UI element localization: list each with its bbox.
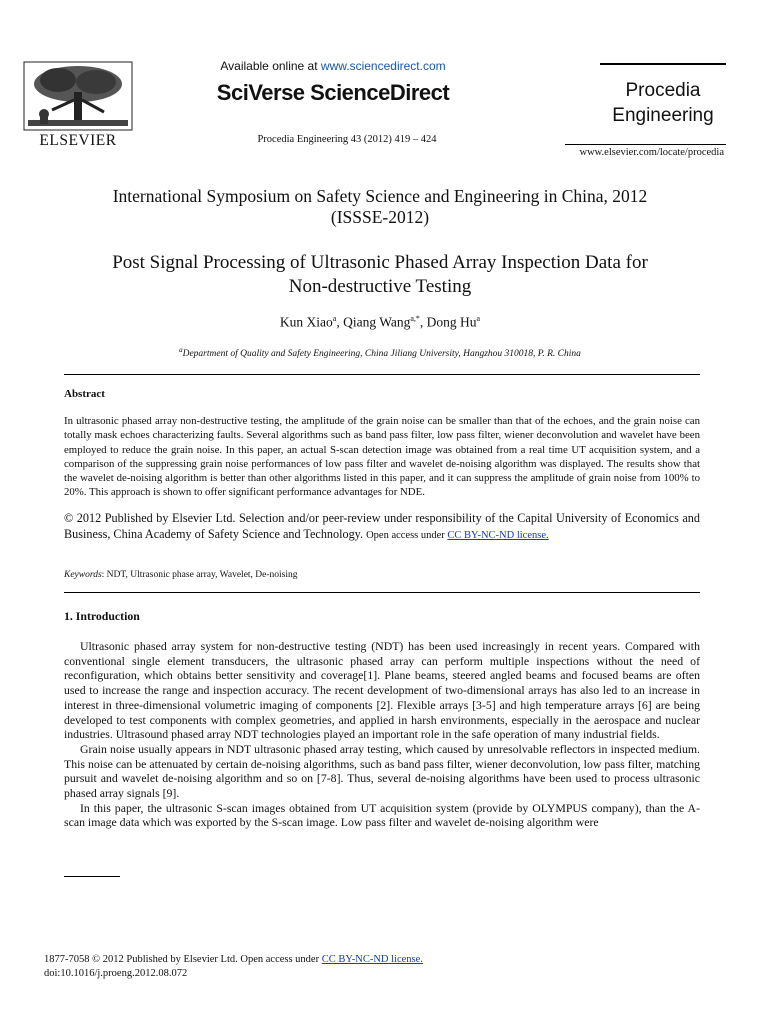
author-3: , Dong Hu	[419, 314, 477, 330]
author-list	[40, 314, 720, 331]
procedia-engineering-logo	[600, 78, 726, 128]
procedia-line2: Engineering	[612, 105, 714, 126]
abstract-top-rule	[64, 374, 700, 375]
paper-title-line1: Post Signal Processing of Ultrasonic Phased Array Inspection Data for	[112, 252, 648, 273]
symposium-line1: International Symposium on Safety Science and Engineering in China, 2012	[112, 186, 648, 206]
keywords-list: : NDT, Ultrasonic phase array, Wavelet, De-noising	[101, 570, 298, 580]
page-footer	[44, 953, 423, 981]
affiliation-text: Department of Quality and Safety Engineering, China Jiliang University, Hangzhou 310018, P. R. China	[182, 349, 581, 360]
journal-reference: Procedia Engineering 43 (2012) 419 – 424	[257, 134, 437, 145]
copyright-statement	[64, 510, 700, 544]
abstract-heading: Abstract	[64, 388, 105, 400]
author-2: , Qiang Wang	[336, 314, 411, 330]
intro-paragraph-2: Grain noise usually appears in NDT ultrasonic phased array testing, which caused by unresolvable reflectors in inspected medium. This noise can be attenuated by certain de-noising algorithms, such as band pass filter, wiener deconvolution, low pass filter, matching pursuit and wavelet de-noising algorithm and so on [7-8]. Thus, several de-noising algorithms have been used to process ultrasonic phased array signals [9].	[64, 741, 700, 801]
affiliation	[40, 346, 720, 359]
elsevier-wordmark: ELSEVIER	[39, 132, 117, 149]
author-1-affil: a	[332, 314, 337, 323]
author-1: Kun Xiao	[279, 314, 333, 330]
license-link[interactable]: CC BY-NC-ND license.	[447, 530, 549, 541]
header-rule	[565, 144, 726, 145]
author-3-affil: a	[476, 314, 481, 323]
keywords-label: Keywords	[64, 570, 102, 580]
footer-line1	[44, 953, 423, 967]
copyright-text: © 2012 Published by Elsevier Ltd. Selection and/or peer-review under responsibility of the Capital University of Economics and Business, China Academy of Safety Science and Technology.	[64, 511, 700, 541]
symposium-line2: (ISSSE-2012)	[330, 207, 430, 227]
author-2-affil-letter: a,	[410, 314, 416, 323]
sciverse-wordmark: SciVerse ScienceDirect	[216, 80, 450, 105]
procedia-url[interactable]: www.elsevier.com/locate/procedia	[579, 147, 724, 158]
footer-issn: 1877-7058 © 2012 Published by Elsevier Ltd. Open access under	[44, 954, 322, 965]
footer-doi[interactable]: doi:10.1016/j.proeng.2012.08.072	[44, 968, 188, 979]
sciencedirect-link[interactable]: www.sciencedirect.com	[320, 59, 446, 73]
procedia-line1: Procedia	[625, 80, 701, 101]
available-online	[0, 59, 666, 73]
abstract-body: In ultrasonic phased array non-destructive testing, the amplitude of the grain noise can be smaller than that of the echoes, and the grain noise can totally mask echoes characterizing faults. Several algorithms such as band pass filter, low pass filter, wiener deconvolution and wavelet have been employed to reduce the grain noise. In this paper, an actual S-scan detection image was obtained from a real time UT acquisition system, and a comparison of the suppressing grain noise performances of low pass filter and wavelet de-noising algorithm was displayed. The results show that the wavelet de-noising algorithm is better than other algorithms listed in this paper, and it can suppress the amplitude of grain noise from 100% to 20%. This approach is shown to offer significant performance advantages for NDE.	[64, 415, 700, 499]
author-2-affil	[410, 314, 420, 323]
abstract-bottom-rule	[64, 592, 700, 593]
footnote-rule	[64, 876, 120, 877]
keywords	[64, 570, 298, 580]
available-prefix: Available online at	[220, 59, 321, 73]
section-heading-introduction: 1. Introduction	[64, 609, 140, 623]
paper-title	[40, 251, 720, 299]
introduction-body	[64, 639, 700, 830]
footer-license-link[interactable]: CC BY-NC-ND license.	[321, 954, 423, 965]
affiliation-marker: a	[179, 346, 183, 354]
symposium-title	[40, 186, 720, 228]
intro-paragraph-3: In this paper, the ultrasonic S-scan images obtained from UT acquisition system (provide by OLYMPUS company), than the A-scan image data which was exported by the S-scan image. Low pass filter and wavelet de-noising algorithm were	[64, 800, 700, 830]
paper-title-line2: Non-destructive Testing	[288, 276, 472, 297]
open-access-text: Open access under	[366, 530, 448, 541]
intro-paragraph-1: Ultrasonic phased array system for non-destructive testing (NDT) has been used increasingly in recent years. Compared with conventional single element transducers, the ultrasonic phased array can perform multiple inspections without the need of reconfiguration, which obtains better sensitivity and coverage[1]. Plane beams, steered angled beams and focused beams are often used to increase the range and inspection accuracy. The recent development of two-dimensional arrays has also led to an increase in interest in three-dimensional volumetric imaging of components [2]. Flexible arrays [3-5] and high temperature arrays [6] are being developed to test components with complex geometries, and applied in harsh environments, especially in the aerospace and nuclear industries. Ultrasound phased array NDT technologies played an important role in the safe operation of many industrial fields.	[64, 639, 700, 742]
corresponding-mark: *	[415, 314, 420, 323]
